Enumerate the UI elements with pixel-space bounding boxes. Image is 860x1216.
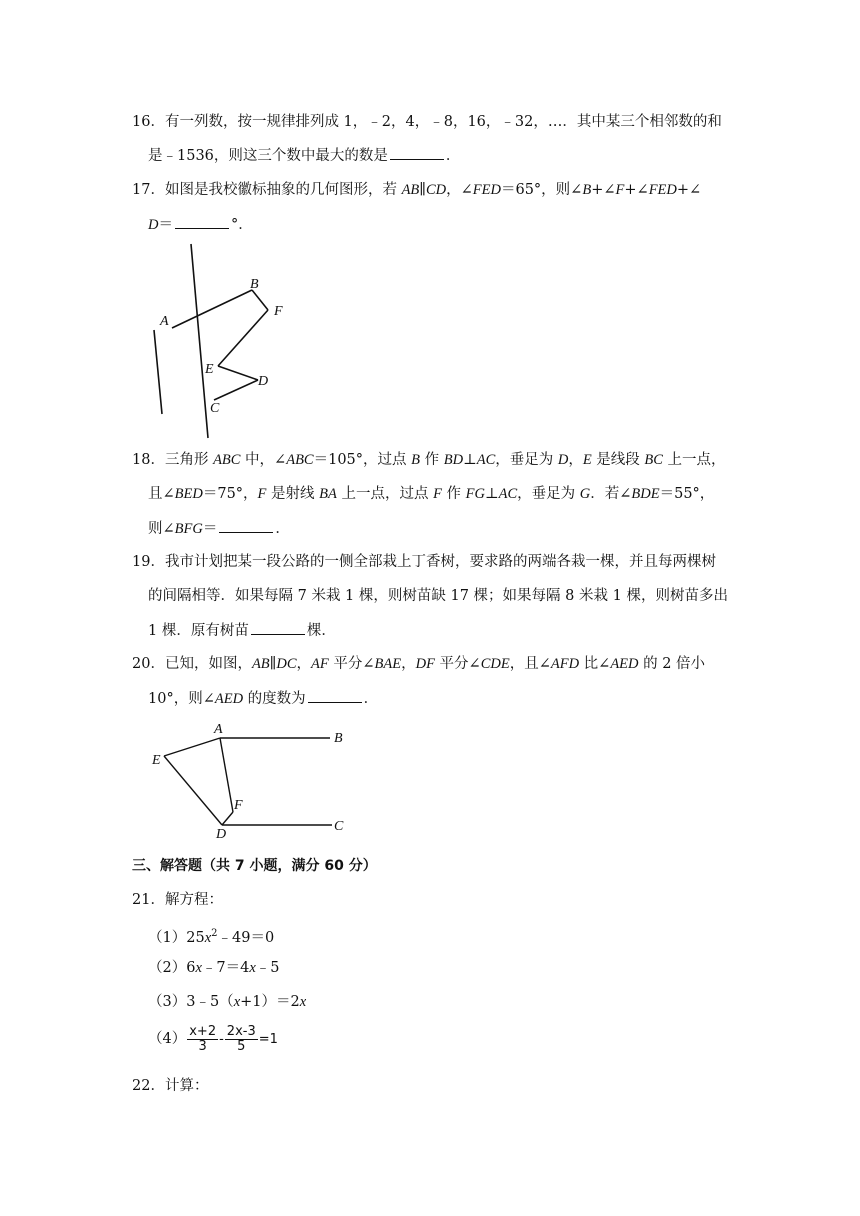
q21-text: （1）25	[148, 929, 205, 946]
var: CD	[425, 182, 447, 198]
var: DC	[276, 656, 297, 672]
q21-text: =1	[258, 1032, 278, 1047]
q18-text: 作	[441, 486, 466, 502]
var: x	[249, 960, 256, 976]
q21-part3	[148, 992, 306, 1012]
q19-text: 的间隔相等．如果每隔 7 米栽 1 棵，则树苗缺 17 棵；如果每隔 8 米栽 1 棵，则树苗多出	[148, 588, 728, 604]
q19-line1	[132, 552, 716, 572]
q21-text: +1）＝2	[240, 994, 300, 1010]
q16-text: ．	[445, 148, 461, 164]
q18-text: 中，∠	[240, 452, 287, 468]
q20-segment-ed	[164, 756, 222, 825]
var: BDE	[631, 486, 660, 502]
q21-text: 21．解方程：	[132, 892, 223, 908]
q20-label-c: C	[334, 819, 344, 834]
q17-figure	[140, 238, 300, 444]
q20-line1	[132, 654, 705, 674]
q18-text: 则∠	[148, 521, 175, 537]
var: ABC	[286, 452, 314, 468]
q16-line2	[148, 145, 460, 166]
q17-line-left	[154, 330, 162, 414]
q20-text: 平分∠	[328, 656, 375, 672]
var: x	[204, 929, 212, 946]
q20-text: 的 2 倍小	[638, 656, 706, 672]
q18-text: 作	[420, 452, 444, 468]
q17-label-c: C	[210, 401, 220, 416]
var: x	[195, 960, 202, 976]
q20-segment-af	[220, 738, 233, 812]
q17-text: +∠	[624, 182, 649, 198]
var: ABC	[213, 452, 241, 468]
q18-line2	[148, 484, 714, 504]
q20-label-a: A	[214, 722, 223, 737]
q18-text: 是线段	[591, 452, 645, 468]
var: FED	[472, 182, 501, 198]
q20-label-e: E	[152, 753, 161, 768]
q17-label-f: F	[274, 304, 283, 319]
q17-label-d: D	[258, 374, 269, 389]
var: D	[557, 452, 569, 468]
var: B	[582, 182, 592, 198]
q18-text: ＝75°，	[202, 486, 258, 502]
q21-part2	[148, 958, 280, 978]
var: x	[233, 994, 241, 1010]
q19-text: 1 棵．原有树苗	[148, 623, 249, 639]
q18-line3	[148, 518, 290, 539]
q20-line2	[148, 688, 378, 709]
q16-line1	[132, 112, 722, 132]
q21-text: -	[219, 1032, 224, 1047]
q20-text: ，	[296, 656, 312, 672]
q20-text: ，且∠	[509, 656, 551, 672]
q20-segment-ae	[164, 738, 220, 756]
q20-text: 平分∠	[434, 656, 481, 672]
q21-text: ﹣5	[255, 960, 280, 976]
q18-text: ⊥	[463, 452, 477, 468]
q17-label-e: E	[205, 362, 214, 377]
var: AF	[311, 656, 329, 672]
q17-segment-bf	[252, 290, 268, 310]
q18-text: ＝	[202, 521, 218, 537]
q20-label-f: F	[234, 798, 243, 813]
q18-text: ．若∠	[590, 486, 632, 502]
q17-text: 17．如图是我校徽标抽象的几何图形，若	[132, 182, 402, 198]
q20-segment-fd	[222, 812, 233, 825]
var: F	[257, 486, 267, 502]
var: AC	[476, 452, 496, 468]
var: FED	[648, 182, 677, 198]
var: AED	[610, 656, 639, 672]
section-heading	[132, 856, 377, 876]
answer-blank	[308, 688, 362, 703]
answer-blank	[175, 214, 229, 229]
answer-blank	[390, 145, 444, 160]
var: FG	[465, 486, 485, 502]
var: D	[148, 217, 159, 233]
q17-segment-ed	[218, 366, 258, 380]
q16-text: 是﹣1536，则这三个数中最大的数是	[148, 148, 388, 164]
q21-text: （2）6	[148, 960, 196, 976]
q19-line3	[148, 620, 336, 641]
q17-line1	[132, 180, 701, 200]
var: CDE	[480, 656, 510, 672]
var: AC	[498, 486, 518, 502]
exponent: 2	[211, 928, 218, 939]
q21-text: ﹣49＝0	[217, 929, 275, 946]
var: DF	[415, 656, 435, 672]
q18-text: 是射线	[266, 486, 320, 502]
q17-line2	[148, 214, 253, 235]
fraction-numerator: x+2	[189, 1023, 217, 1039]
var: BFG	[174, 521, 203, 537]
q20-text: 20．已知，如图，	[132, 656, 252, 672]
q18-text: ，垂足为	[495, 452, 558, 468]
q18-text: ⊥	[484, 486, 499, 502]
q22-title	[132, 1076, 208, 1096]
fraction-denominator: 3	[198, 1038, 207, 1054]
q21-part1	[148, 924, 274, 948]
q17-segment-fe	[218, 310, 268, 366]
var: G	[579, 486, 591, 502]
q21-text: （3）3﹣5（	[148, 994, 234, 1010]
q19-text: 19．我市计划把某一段公路的一侧全部栽上丁香树，要求路的两端各栽一棵，并且每两棵树	[132, 554, 716, 570]
q19-line2	[148, 586, 728, 606]
q17-text: ∥	[419, 182, 426, 198]
q17-text: +∠	[591, 182, 616, 198]
q16-text: 16．有一列数，按一规律排列成 1，﹣2，4，﹣8，16，﹣32，…．其中某三个相邻数的和	[132, 114, 722, 130]
q18-line1	[132, 450, 726, 470]
q18-text: 18．三角形	[132, 452, 214, 468]
q20-figure	[146, 718, 356, 842]
var: BA	[319, 486, 337, 502]
var: BD	[443, 452, 464, 468]
q18-text: ＝55°，	[659, 486, 715, 502]
var: F	[433, 486, 442, 502]
var: AB	[401, 182, 420, 198]
q18-text: 且∠	[148, 486, 175, 502]
fraction-denominator: 5	[237, 1038, 246, 1054]
var: BC	[644, 452, 663, 468]
var: AED	[214, 691, 244, 707]
q18-text: ，	[568, 452, 583, 468]
q17-text: ＝65°，则∠	[500, 182, 583, 198]
answer-blank	[251, 620, 305, 635]
q20-text: 比∠	[579, 656, 611, 672]
answer-blank	[219, 518, 273, 533]
q21-part4	[148, 1024, 278, 1055]
q21-title	[132, 890, 223, 910]
q18-text: 上一点，过点	[336, 486, 434, 502]
var: AFD	[550, 656, 580, 672]
q18-text: 上一点，	[662, 452, 726, 468]
var: BAE	[374, 656, 402, 672]
q19-text: 棵．	[306, 623, 336, 639]
q17-line-long	[191, 244, 208, 438]
q21-text: ﹣7＝4	[201, 960, 250, 976]
var: E	[582, 452, 592, 468]
q20-text: 10°，则∠	[148, 691, 215, 707]
var: x	[299, 994, 307, 1010]
fraction-1	[187, 1025, 218, 1054]
q17-label-a: A	[160, 314, 169, 329]
section-heading-text: 三、解答题（共 7 小题，满分 60 分）	[132, 858, 377, 874]
q20-text: 的度数为	[243, 691, 306, 707]
q22-text: 22．计算：	[132, 1078, 209, 1094]
var: AB	[251, 656, 270, 672]
q20-text: ．	[363, 691, 379, 707]
q20-text: ，	[401, 656, 416, 672]
q17-segment-dc	[214, 380, 258, 400]
q18-text: ，垂足为	[517, 486, 580, 502]
var: BED	[174, 486, 203, 502]
var: F	[615, 182, 625, 198]
q20-label-b: B	[334, 731, 343, 746]
q17-text: °．	[230, 217, 253, 233]
q17-text: +∠	[676, 182, 702, 198]
q18-text: ＝105°，过点	[313, 452, 412, 468]
fraction-2	[225, 1025, 258, 1054]
q17-text: ，∠	[446, 182, 473, 198]
q17-text: ＝	[158, 217, 173, 233]
q21-text: （4）	[148, 1031, 187, 1047]
q18-text: ．	[275, 521, 290, 537]
q17-segment-ab	[172, 290, 252, 328]
fraction-numerator: 2x-3	[226, 1023, 256, 1039]
q17-label-b: B	[250, 277, 259, 292]
var: B	[411, 452, 421, 468]
q20-text: ∥	[269, 656, 277, 672]
q20-label-d: D	[216, 827, 227, 842]
